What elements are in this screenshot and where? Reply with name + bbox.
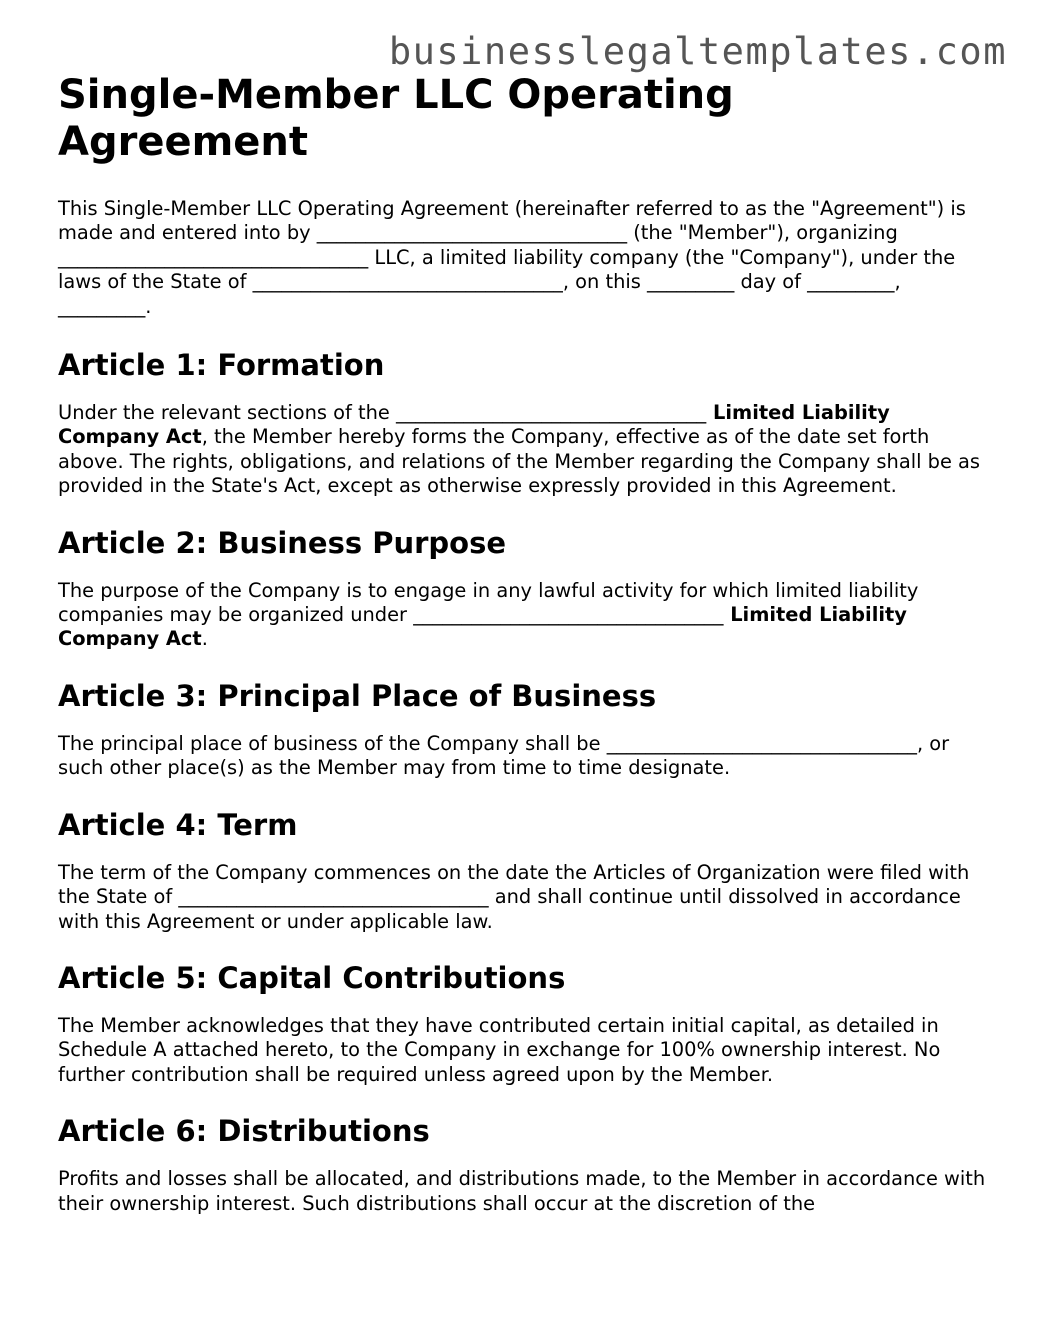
article-text: , or such other place(s) as the Member may from time to time designate.	[58, 731, 950, 780]
filing-state-blank[interactable]: ________________________________	[178, 885, 489, 909]
intro-text: ,	[894, 270, 901, 294]
act-name: Limited Liability Company Act	[58, 401, 890, 449]
state-act-blank[interactable]: ________________________________	[413, 603, 724, 627]
month-blank[interactable]: _________	[807, 270, 895, 294]
intro-text: , on this	[562, 270, 648, 294]
article-2-heading: Article 2: Business Purpose	[58, 525, 507, 560]
intro-paragraph	[58, 197, 988, 319]
article-3-body	[58, 732, 988, 781]
state-blank[interactable]: ________________________________	[252, 270, 563, 294]
intro-text: day of	[734, 270, 808, 294]
intro-text: (the "Member"), organizing	[627, 221, 898, 245]
document-body	[58, 72, 988, 1242]
article-text: The purpose of the Company is to engage in any lawful activity for which limited liability companies may be organized under	[58, 578, 919, 627]
day-blank[interactable]: _________	[647, 270, 735, 294]
intro-text: This Single-Member LLC Operating Agreement (hereinafter referred to as the "Agreement") is made and entered into by	[58, 197, 966, 245]
article-1-body	[58, 401, 988, 499]
act-name: Limited Liability Company Act	[58, 603, 907, 651]
principal-place-blank[interactable]: ________________________________	[606, 731, 917, 755]
article-text: , the Member hereby forms the Company, effective as of the date set forth above. The rights, obligations, and relations of the Member regarding the Company shall be as provided in the State's Act, except as otherwise expressly provided in this Agreement.	[58, 425, 981, 498]
article-4-heading: Article 4: Term	[58, 807, 298, 842]
company-name-blank[interactable]: ________________________________	[58, 245, 369, 269]
article-5-body: The Member acknowledges that they have contributed certain initial capital, as detailed in Schedule A attached hereto, to the Company in exchange for 100% ownership interest. No further contribution shall be required unless agreed upon by the Member.	[58, 1013, 941, 1086]
intro-text: LLC, a limited liability company (the "Company"), under the laws of the State of	[58, 245, 956, 294]
document-title: Single-Member LLC Operating Agreement	[58, 72, 734, 165]
article-3-heading: Article 3: Principal Place of Business	[58, 678, 657, 713]
year-blank[interactable]: _________	[58, 294, 146, 318]
state-act-blank[interactable]: ________________________________	[396, 401, 707, 425]
article-text: and shall continue until dissolved in accordance with this Agreement or under applicable law.	[58, 885, 961, 933]
article-text: .	[201, 627, 208, 651]
article-6-body: Profits and losses shall be allocated, and distributions made, to the Member in accordance with their ownership interest. Such distributions shall occur at the discretion of the	[58, 1167, 986, 1215]
watermark: businesslegaltemplates.com	[388, 30, 1007, 73]
article-2-body	[58, 579, 988, 652]
article-5-heading: Article 5: Capital Contributions	[58, 960, 566, 995]
member-name-blank[interactable]: ________________________________	[316, 221, 628, 245]
article-text: The term of the Company commences on the date the Articles of Organization were filed with the State of	[58, 860, 970, 909]
article-6-heading: Article 6: Distributions	[58, 1114, 430, 1149]
intro-text: .	[145, 294, 152, 318]
article-4-body	[58, 861, 988, 934]
article-text: The principal place of business of the Company shall be	[58, 731, 607, 755]
article-text: Under the relevant sections of the	[58, 401, 396, 425]
article-1-heading: Article 1: Formation	[58, 348, 385, 383]
